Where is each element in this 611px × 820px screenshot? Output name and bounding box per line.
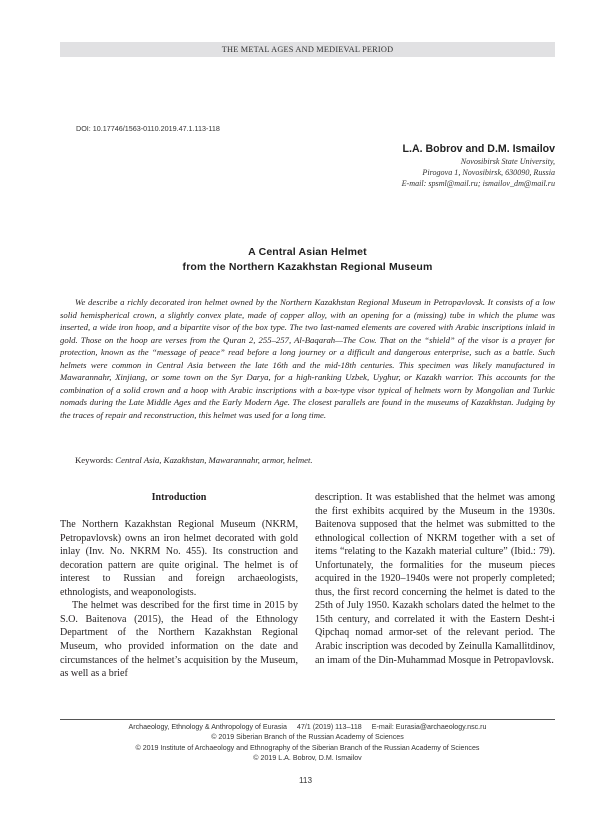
section-heading-introduction: Introduction (151, 492, 207, 503)
section-title: THE METAL AGES AND MEDIEVAL PERIOD (221, 45, 394, 54)
journal-email: E-mail: Eurasia@archaeology.nsc.ru (371, 723, 487, 731)
copyright-line: © 2019 Siberian Branch of the Russian Academy of Sciences (211, 733, 404, 742)
doi: DOI: 10.17746/1563-0110.2019.47.1.113-118 (76, 124, 220, 133)
page-number: 113 (298, 776, 313, 785)
abstract: We describe a richly decorated iron helmet owned by the Northern Kazakhstan Regional Museum in Petropavlovsk. It consists of a low solid hemispherical crown, a slightly convex plate, made of copper alloy, with an opening for a (missing) tube in which the plume was inserted, a wide iron hoop, and a bipartite visor of the box type. The two last-named elements are covered with Arabic inscriptions inlaid in gold. Those on the hoop are verses from the Quran 2, 255–257, Al-Baqarah—The Cow. That on the “shield” of the visor is a prayer for protection, known as the “message of peace” read before a long journey or a difficult and dangerous enterprise, such as a battle. Such helmets were common in Central Asia between the late 16th and the mid-18th centuries. This specimen was likely manufactured in Mawarannahr, Xinjiang, or some town on the Syr Darya, for a high-ranking Uzbek, Uyghur, or Kazakh warrior. This accounts for the combination of a solid crown and a hoop with Arabic inscriptions with a box-type visor typical of helmets worn by Mongolian and Turkic nomads during the Late Middle Ages and the Early Modern Age. The closest parallels are found in the museums of Kazakhstan. Judging by the traces of repair and reconstruction, this helmet was used for a long time. (60, 297, 555, 420)
body-paragraph: The helmet was described for the first time in 2015 by S.O. Baitenova (2015), the Head of the Ethnology Department of the Northern Kazakhstan Regional Museum, who provided information on the date and circumstances of the helmet’s acquisition by the Museum, as well as a brief (60, 600, 298, 680)
footer-divider (60, 719, 555, 720)
article-title (60, 245, 555, 274)
body-paragraph: The Northern Kazakhstan Regional Museum (NKRM, Petropavlovsk) owns an iron helmet decorated with gold inlay (Inv. No. NKRM No. 455). Its construction and decoration pattern are quite original. The helmet is of interest to Russian and foreign archaeologists, ethnologists, and weaponologists. (60, 519, 298, 598)
footer (40, 722, 575, 763)
affiliation-line: Pirogova 1, Novosibirsk, 630090, Russia (422, 168, 555, 177)
keywords-label: Keywords: (75, 455, 116, 465)
title-line-2: from the Northern Kazakhstan Regional Museum (182, 260, 433, 273)
body-paragraph: description. It was established that the helmet was among the first exhibits acquired by the Museum in the 1930s. Baitenova supposed that the helmet was submitted to the ethnological collection of NKRM together with a set of items “relating to the Kazakh material culture” (Ibid.: 79). Unfortunately, the formalities for the museum pieces acquired in the 1920–1940s were not properly completed; thus, the first record concerning the helmet is dated to the 25th of July 1950. Kazakh scholars dated the helmet to the 15th century, and correlated it with the Eastern Desht-i Qipchaq nomad armor-set of the relevant period. The Arabic inscription was decoded by Zeinulla Kamallitdinov, an imam of the Din-Muhammad Mosque in Petropavlovsk. (315, 492, 555, 666)
journal-name: Archaeology, Ethnology & Anthropology of Eurasia (128, 723, 287, 731)
keywords (60, 455, 555, 465)
copyright-line: © 2019 L.A. Bobrov, D.M. Ismailov (253, 753, 362, 762)
affiliation-line: Novosibirsk State University, (460, 157, 555, 166)
author-block (402, 143, 555, 189)
body-column-left (60, 491, 298, 681)
author-names: L.A. Bobrov and D.M. Ismailov (402, 143, 555, 155)
keywords-terms: Central Asia, Kazakhstan, Mawarannahr, armor, helmet. (115, 455, 313, 465)
journal-info-line (40, 722, 575, 732)
author-email: E-mail: spsml@mail.ru; ismailov_dm@mail.ru (401, 179, 555, 188)
title-line-1: A Central Asian Helmet (248, 246, 367, 258)
body-column-right (315, 491, 555, 667)
journal-issue: 47/1 (2019) 113–118 (296, 723, 362, 731)
section-header-bar (60, 42, 555, 57)
copyright-line: © 2019 Institute of Archaeology and Ethnography of the Siberian Branch of the Russian Academy of Sciences (135, 743, 480, 752)
